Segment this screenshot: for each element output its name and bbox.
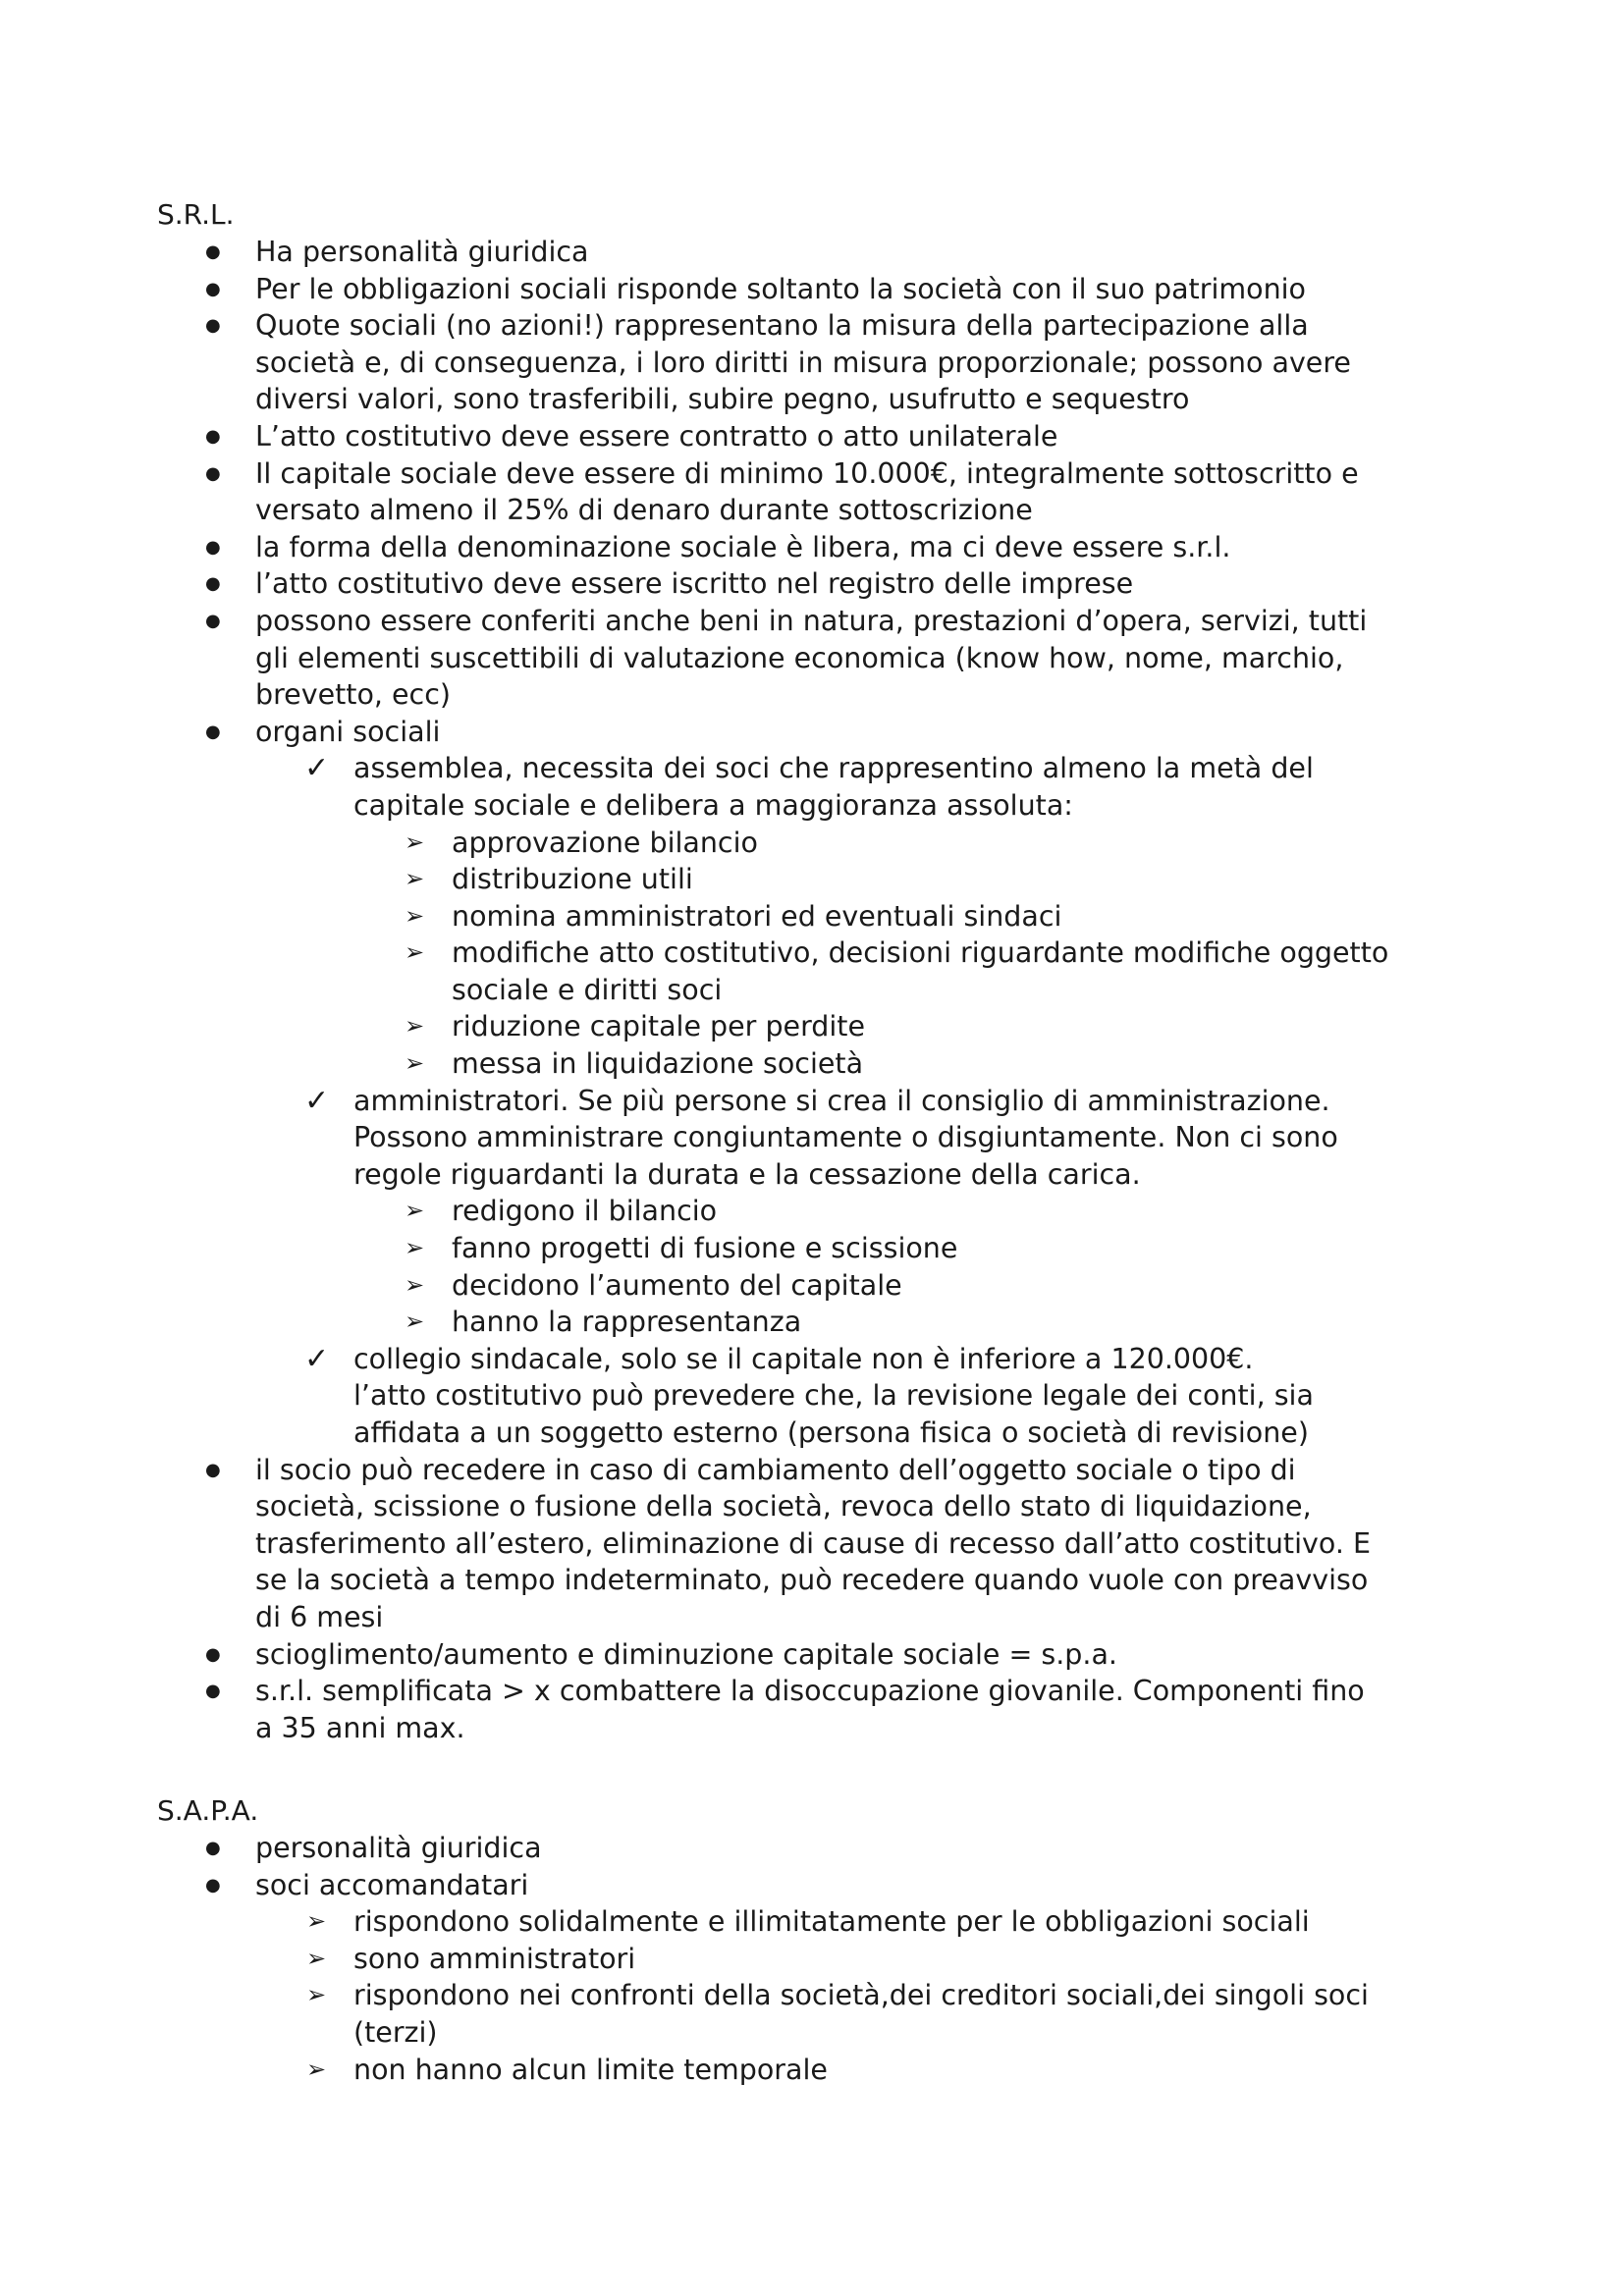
list-item xyxy=(157,1267,1532,1305)
text-line: se la società a tempo indeterminato, può recedere quando vuole con preavviso xyxy=(255,1564,1369,1597)
list-item xyxy=(157,1083,1532,1194)
list-item-text xyxy=(255,234,1532,271)
list-item xyxy=(157,750,1532,824)
text-line: il socio può recedere in caso di cambiamento dell’oggetto sociale o tipo di xyxy=(255,1453,1296,1486)
list-item-text xyxy=(255,418,1532,455)
text-line: diversi valori, sono trasferibili, subire pegno, usufrutto e sequestro xyxy=(255,383,1190,416)
text-line: Ha personalità giuridica xyxy=(255,236,589,268)
text-line: modifiche atto costitutivo, decisioni riguardante modifiche oggetto xyxy=(452,936,1389,970)
text-line: società, scissione o fusione della società, revoca dello stato di liquidazione, xyxy=(255,1490,1312,1523)
bullet-icon: ● xyxy=(205,536,221,558)
bullet-icon: ● xyxy=(205,573,221,595)
text-line: brevetto, ecc) xyxy=(255,678,452,712)
text-line: Il capitale sociale deve essere di minimo 10.000€, integralmente sottoscritto e xyxy=(255,456,1359,490)
text-line: personalità giuridica xyxy=(255,1832,542,1864)
list-item xyxy=(157,271,1532,308)
text-line: s.r.l. semplificata > x combattere la disoccupazione giovanile. Componenti fino xyxy=(255,1675,1365,1708)
list-item-text xyxy=(255,529,1532,566)
list-item-text xyxy=(255,307,1532,418)
list-item-text xyxy=(255,565,1532,603)
list-item xyxy=(157,1008,1532,1045)
list-item xyxy=(157,861,1532,898)
list-item xyxy=(157,1045,1532,1083)
text-line: distribuzione utili xyxy=(452,863,693,896)
bullet-icon: ● xyxy=(205,315,221,337)
list-item-text xyxy=(452,861,1532,898)
bullet-icon: ● xyxy=(205,1874,221,1896)
list-item xyxy=(157,1977,1532,2051)
arrow-bullet-icon: ➢ xyxy=(306,1944,327,1972)
list-item-text xyxy=(255,1452,1532,1636)
text-line: approvazione bilancio xyxy=(452,826,758,859)
list-item xyxy=(157,1452,1532,1636)
bullet-icon: ● xyxy=(205,278,221,299)
list-item xyxy=(157,1193,1532,1230)
list-item-text xyxy=(255,714,1532,751)
list-item-text xyxy=(255,1673,1532,1746)
text-line: fanno progetti di fusione e scissione xyxy=(452,1232,958,1265)
text-line: versato almeno il 25% di denaro durante sottoscrizione xyxy=(255,494,1033,527)
list-item-text xyxy=(353,750,1532,824)
arrow-bullet-icon: ➢ xyxy=(405,1270,425,1299)
list-item-text xyxy=(452,1193,1532,1230)
list-item-text xyxy=(452,898,1532,935)
list-item xyxy=(157,1867,1532,1904)
text-line: di 6 mesi xyxy=(255,1600,384,1633)
list-item-text xyxy=(452,1008,1532,1045)
text-line: decidono l’aumento del capitale xyxy=(452,1268,902,1302)
list-item xyxy=(157,418,1532,455)
list-item-text xyxy=(255,1830,1532,1867)
srl-list xyxy=(157,234,1532,1746)
text-line: regole riguardanti la durata e la cessazione della carica. xyxy=(353,1157,1141,1191)
text-line: nomina amministratori ed eventuali sindaci xyxy=(452,899,1062,933)
text-line: a 35 anni max. xyxy=(255,1711,465,1744)
text-line: società e, di conseguenza, i loro diritti in misura proporzionale; possono avere xyxy=(255,346,1351,379)
list-item xyxy=(157,1673,1532,1746)
arrow-bullet-icon: ➢ xyxy=(405,828,425,856)
text-line: trasferimento all’estero, eliminazione di cause di recesso dall’atto costitutivo. E xyxy=(255,1526,1371,1560)
arrow-bullet-icon: ➢ xyxy=(405,865,425,893)
text-line: collegio sindacale, solo se il capitale non è inferiore a 120.000€. xyxy=(353,1342,1254,1375)
bullet-icon: ● xyxy=(205,610,221,631)
list-item-text xyxy=(452,1045,1532,1083)
arrow-bullet-icon: ➢ xyxy=(306,2055,327,2083)
list-item-text xyxy=(255,603,1532,714)
text-line: l’atto costitutivo può prevedere che, la revisione legale dei conti, sia xyxy=(353,1379,1314,1413)
sapa-list xyxy=(157,1830,1532,2088)
text-line: assemblea, necessita dei soci che rappresentino almeno la metà del xyxy=(353,752,1314,785)
bullet-icon: ● xyxy=(205,462,221,484)
list-item xyxy=(157,1304,1532,1341)
text-line: la forma della denominazione sociale è libera, ma ci deve essere s.r.l. xyxy=(255,530,1231,563)
bullet-icon: ● xyxy=(205,721,221,742)
arrow-bullet-icon: ➢ xyxy=(405,1308,425,1336)
text-line: soci accomandatari xyxy=(255,1868,529,1901)
arrow-bullet-icon: ➢ xyxy=(306,1981,327,2009)
list-item-text xyxy=(452,1304,1532,1341)
list-item-text xyxy=(353,1941,1532,1978)
list-item xyxy=(157,2052,1532,2089)
bullet-icon: ● xyxy=(205,1838,221,1858)
list-item xyxy=(157,1830,1532,1867)
text-line: messa in liquidazione società xyxy=(452,1047,864,1081)
heading-srl: S.R.L. xyxy=(157,198,235,231)
arrow-bullet-icon: ➢ xyxy=(405,1234,425,1262)
list-item-text xyxy=(353,1903,1532,1941)
text-line: redigono il bilancio xyxy=(452,1195,718,1228)
list-item xyxy=(157,455,1532,529)
arrow-bullet-icon: ➢ xyxy=(405,901,425,930)
text-line: (terzi) xyxy=(353,2015,438,2049)
list-item xyxy=(157,1903,1532,1941)
list-item-text xyxy=(452,1267,1532,1305)
list-item-text xyxy=(452,934,1532,1008)
bullet-icon: ● xyxy=(205,1643,221,1665)
bullet-icon: ● xyxy=(205,425,221,447)
text-line: Quote sociali (no azioni!) rappresentano la misura della partecipazione alla xyxy=(255,309,1309,343)
list-item xyxy=(157,565,1532,603)
text-line: Per le obbligazioni sociali risponde soltanto la società con il suo patrimonio xyxy=(255,272,1306,305)
list-item-text xyxy=(353,1083,1532,1194)
text-line: scioglimento/aumento e diminuzione capitale sociale = s.p.a. xyxy=(255,1637,1117,1671)
list-item xyxy=(157,825,1532,862)
list-item xyxy=(157,1230,1532,1267)
list-item xyxy=(157,603,1532,714)
arrow-bullet-icon: ➢ xyxy=(306,1907,327,1936)
list-item-text xyxy=(452,1230,1532,1267)
text-line: amministratori. Se più persone si crea il consiglio di amministrazione. xyxy=(353,1084,1330,1117)
text-line: affidata a un soggetto esterno (persona fisica o società di revisione) xyxy=(353,1416,1309,1449)
checkmark-icon: ✓ xyxy=(304,1083,330,1118)
checkmark-icon: ✓ xyxy=(304,1341,330,1376)
list-item xyxy=(157,1941,1532,1978)
text-line: l’atto costitutivo deve essere iscritto nel registro delle imprese xyxy=(255,567,1134,601)
bullet-icon: ● xyxy=(205,241,221,262)
checkmark-icon: ✓ xyxy=(304,751,330,786)
list-item-text xyxy=(255,1867,1532,1904)
list-item-text xyxy=(255,1636,1532,1674)
text-line: sono amministratori xyxy=(353,1942,636,1975)
list-item-text xyxy=(255,455,1532,529)
list-item-text xyxy=(452,825,1532,862)
heading-sapa: S.A.P.A. xyxy=(157,1794,259,1827)
text-line: non hanno alcun limite temporale xyxy=(353,2053,828,2086)
list-item-text xyxy=(353,2052,1532,2089)
list-item xyxy=(157,934,1532,1008)
list-item xyxy=(157,529,1532,566)
text-line: riduzione capitale per perdite xyxy=(452,1010,866,1043)
text-line: hanno la rappresentanza xyxy=(452,1306,802,1339)
bullet-icon: ● xyxy=(205,1681,221,1702)
list-item-text xyxy=(353,1341,1532,1452)
list-item xyxy=(157,234,1532,271)
arrow-bullet-icon: ➢ xyxy=(405,1012,425,1041)
arrow-bullet-icon: ➢ xyxy=(405,1197,425,1225)
list-item xyxy=(157,714,1532,751)
list-item xyxy=(157,898,1532,935)
text-line: possono essere conferiti anche beni in natura, prestazioni d’opera, servizi, tutti xyxy=(255,604,1368,637)
list-item-text xyxy=(255,271,1532,308)
arrow-bullet-icon: ➢ xyxy=(405,1049,425,1078)
text-line: gli elementi suscettibili di valutazione economica (know how, nome, marchio, xyxy=(255,641,1344,674)
text-line: organi sociali xyxy=(255,715,441,748)
text-line: sociale e diritti soci xyxy=(452,973,723,1006)
list-item-text xyxy=(353,1977,1532,2051)
text-line: rispondono nei confronti della società,dei creditori sociali,dei singoli soci xyxy=(353,1979,1369,2012)
list-item xyxy=(157,307,1532,418)
arrow-bullet-icon: ➢ xyxy=(405,938,425,967)
text-line: Possono amministrare congiuntamente o disgiuntamente. Non ci sono xyxy=(353,1121,1338,1154)
list-item xyxy=(157,1341,1532,1452)
text-line: rispondono solidalmente e illimitatamente per le obbligazioni sociali xyxy=(353,1905,1310,1939)
list-item xyxy=(157,1636,1532,1674)
bullet-icon: ● xyxy=(205,1459,221,1480)
text-line: L’atto costitutivo deve essere contratto o atto unilaterale xyxy=(255,419,1058,453)
text-line: capitale sociale e delibera a maggioranza assoluta: xyxy=(353,788,1073,822)
